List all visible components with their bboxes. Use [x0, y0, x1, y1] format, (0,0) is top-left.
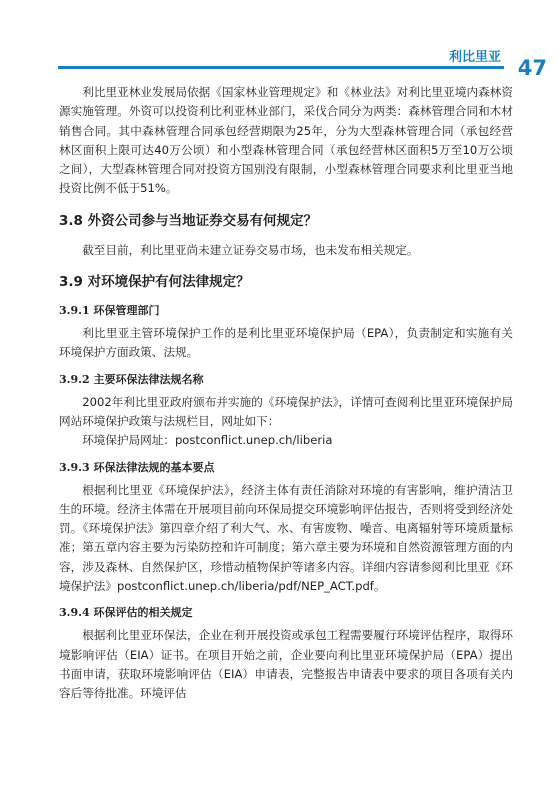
section-3-9-heading: 3.9 对环境保护有何法律规定？ [59, 274, 250, 291]
header-section-label: 利比里亚 [448, 50, 501, 65]
subsection-3-9-4-body: 根据利比里亚环保法，企业在利开展投资或承包工程需要履行环境评估程序，取得环境影响评估（EIA）证书。在项目开始之前，企业要向利比里亚环境保护局（EPA）提出书面申请，获取环境影响评估（EIA）申请表，完整报告申请表中要求的项目各项有关内容后等待批准。环境评估 [59, 628, 513, 701]
subsection-3-9-4-heading: 3.9.4 环保评估的相关规定 [59, 606, 193, 620]
subsection-3-9-3-heading: 3.9.3 环保法律法规的基本要点 [59, 460, 215, 474]
subsection-3-9-1-heading: 3.9.1 环保管理部门 [59, 304, 160, 318]
page-number: 47 [517, 56, 547, 80]
subsection-3-9-2-heading: 3.9.2 主要环保法律法规名称 [59, 372, 204, 386]
section-3-8-body: 截至目前，利比里亚尚未建立证券交易市场，也未发布相关规定。 [82, 242, 419, 257]
page-body [59, 83, 513, 704]
section-3-8-heading: 3.8 外资公司参与当地证券交易有何规定？ [59, 212, 318, 229]
epa-website-line: 环境保护局网址：postconflict.unep.ch/liberia [82, 433, 333, 448]
header-divider [58, 66, 504, 69]
intro-paragraph: 利比里亚林业发展局依据《国家林业管理规定》和《林业法》对利比里亚境内森林资源实施管理。外资可以投资利比利亚林业部门，采伐合同分为两类：森林管理合同和木材销售合同。其中森林管理合同承包经营期限为25年，分为大型森林管理合同（承包经营林区面积上限可达40万公顷）和小型森林管理合同（承包经营林区面积5万至10万公顷之间），大型森林管理合同对投资方国别没有限制，小型森林管理合同要求利比里亚当地投资比例不低于51%。 [59, 85, 513, 196]
subsection-3-9-1-body: 利比里亚主管环境保护工作的是利比里亚环境保护局（EPA），负责制定和实施有关环境保护方面政策、法规。 [59, 326, 513, 360]
subsection-3-9-3-body: 根据利比里亚《环境保护法》，经济主体有责任消除对环境的有害影响，维护清洁卫生的环境。经济主体需在开展项目前向环保局提交环境影响评估报告，否则将受到经济处罚。《环境保护法》第四章介绍了利大气、水、有害废物、噪音、电离辐射等环境质量标准；第五章内容主要为污染防控和许可制度；第六章主要为环境和自然资源管理方面的内容，涉及森林、自然保护区，珍惜动植物保护等诸多内容。详细内容请参阅利比里亚《环境保护法》postconflict.unep.ch/liberia/pdf/NEP_ACT.pdf。 [59, 482, 513, 594]
subsection-3-9-2-body: 2002年利比里亚政府颁布并实施的《环境保护法》，详情可查阅利比里亚环境保护局网站环境保护政策与法规栏目，网址如下： [59, 394, 513, 428]
